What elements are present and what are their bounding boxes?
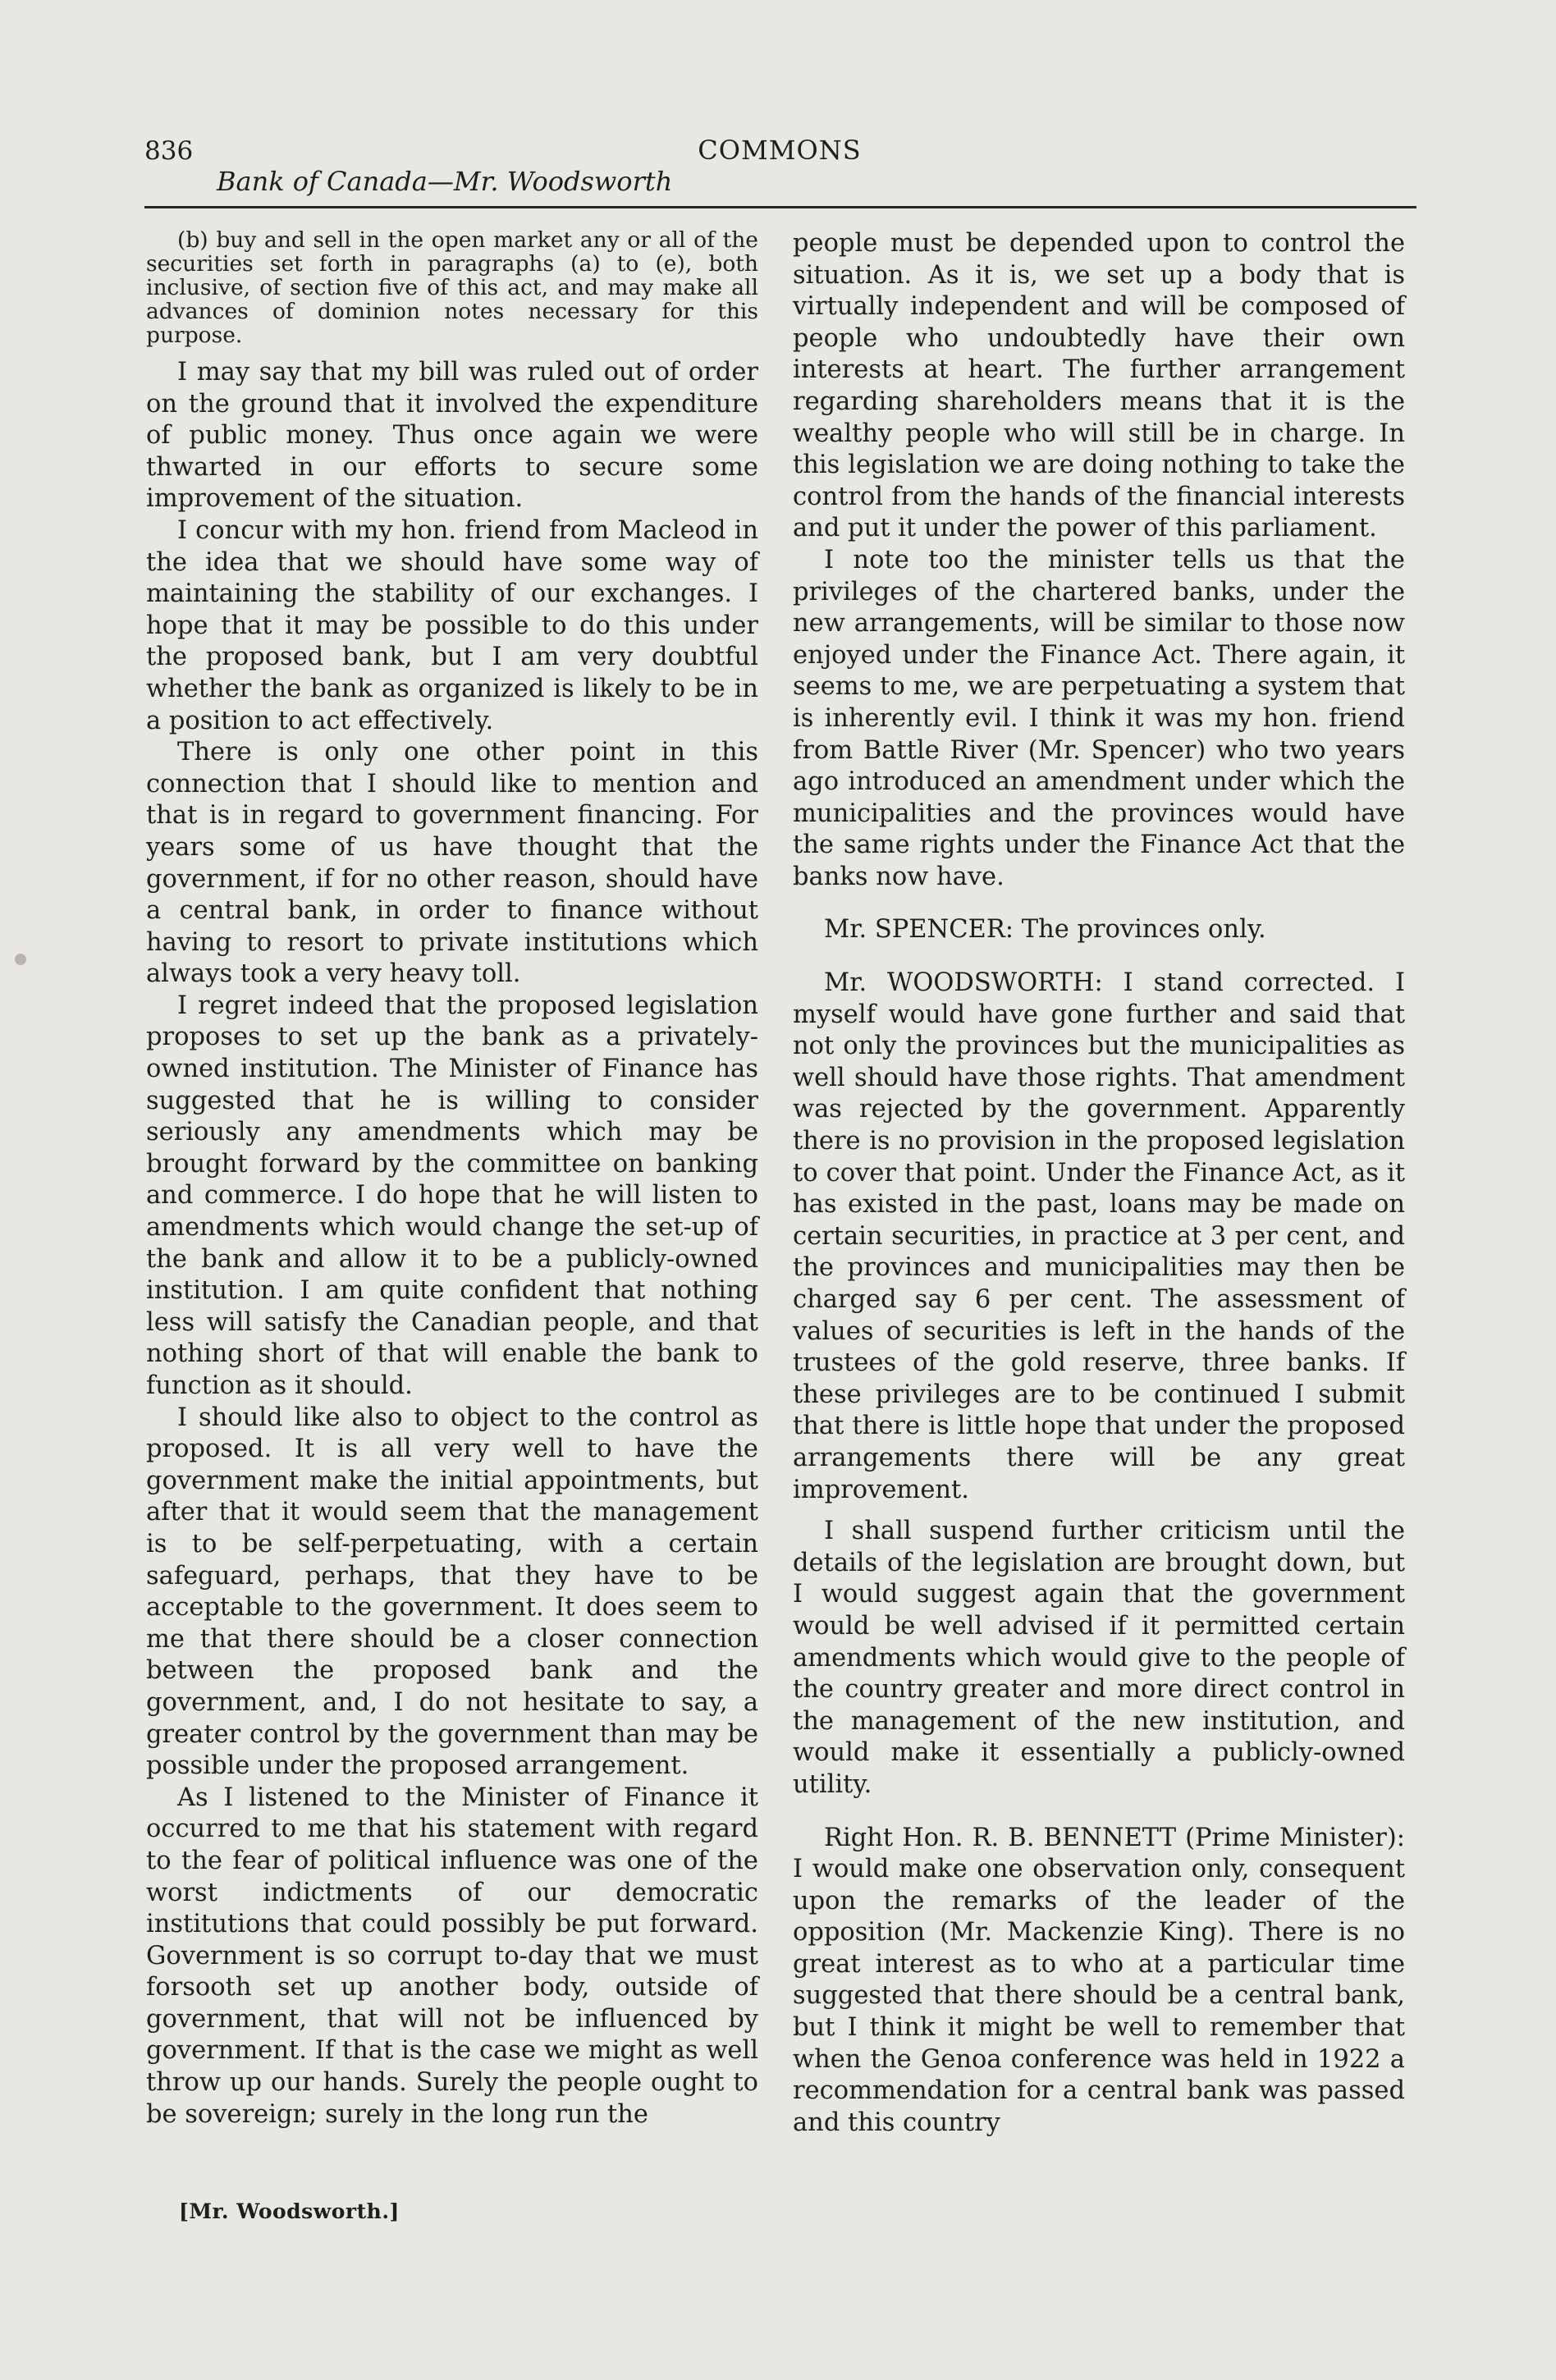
paragraph-continued: people must be depended upon to control the situation. As it is, we set up a body that is virtually independent and will be composed of people who undoubtedly have their own interests at heart. The further arrangement regarding shareholders means that it is the wealthy people who will still be in charge. In this legislation we are doing nothing to take the control from the hands of the financial interests and put it under the power of this parliament. [793,229,1405,543]
paragraph: I should like also to object to the control as proposed. It is all very well to have the government make the initial appointments, but after that it would seem that the management is to be self-perpetuating, with a certain safeguard, perhaps, that they have to be acceptable to the government. It does seem to me that there should be a closer connection between the proposed bank and the government, and, I do not hesitate to say, a greater control by the government than may be possible under the proposed arrangement. [146,1403,758,1781]
speaker-spencer: Mr. SPENCER: The provinces only. [824,915,1266,945]
paragraph: I shall suspend further criticism until the details of the legislation are brought down, but I would suggest again that the government would be well advised if it permitted certain amendments which would give to the people of the country greater and more direct control in the management of the new institution, and would make it essentially a publicly-owned utility. [793,1517,1405,1799]
paragraph: As I listened to the Minister of Finance it occurred to me that his statement with regard to the fear of political influence was one of the worst indictments of our democratic institutions that could possibly be put forward. Government is so corrupt to-day that we must forsooth set up another body, outside of government, that will not be influenced by government. If that is the case we might as well throw up our hands. Surely the people ought to be sovereign; surely in the long run the [146,1783,758,2129]
page-header [144,131,1415,205]
left-column [146,228,758,2131]
paragraph: I regret indeed that the proposed legislation proposes to set up the bank as a privately-owned institution. The Minister of Finance has suggested that he is willing to consider seriously any amendments which may be brought forward by the committee on banking and commerce. I do hope that he will listen to amendments which would change the set-up of the bank and allow it to be a publicly-owned institution. I am quite confident that nothing less will satisfy the Canadian people, and that nothing short of that will enable the bank to function as it should. [146,991,758,1400]
speaker-bennett: Right Hon. R. B. BENNETT (Prime Minister): I would make one observation only, consequent upon the remarks of the leader of the opposition (Mr. Mackenzie King). There is no great interest as to who at a particular time suggested that there should be a central bank, but I think it might be well to remember that when the Genoa conference was held in 1922 a recommendation for a central bank was passed and this country [793,1823,1405,2137]
paragraph: I note too the minister tells us that the privileges of the chartered banks, under the new arrangements, will be similar to those now enjoyed under the Finance Act. There again, it seems to me, we are perpetuating a system that is inherently evil. I think it was my hon. friend from Battle River (Mr. Spencer) who two years ago introduced an amendment under which the municipalities and the provinces would have the same rights under the Finance Act that the banks now have. [793,545,1405,891]
header-rule [144,206,1416,208]
paragraph: I may say that my bill was ruled out of order on the ground that it involved the expenditure of public money. Thus once again we were thwarted in our efforts to secure some improvement of the situation. [146,358,758,514]
right-column [793,228,1405,2139]
running-subtitle: Bank of Canada—Mr. Woodsworth [217,166,673,197]
quoted-clause: (b) buy and sell in the open market any or all of the securities set forth in paragraphs (a) to (e), both inclusive, of section five of this act, and may make all advances of dominion notes necessary for this purpose. [146,227,758,348]
paragraph: I concur with my hon. friend from Macleod in the idea that we should have some way of maintaining the stability of our exchanges. I hope that it may be possible to do this under the proposed bank, but I am very doubtful whether the bank as organized is likely to be in a position to act effectively. [146,515,758,735]
paragraph: There is only one other point in this connection that I should like to mention and that is in regard to government financing. For years some of us have thought that the government, if for no other reason, should have a central bank, in order to finance without having to resort to private institutions which always took a very heavy toll. [146,738,758,989]
journal-title: COMMONS [698,135,862,166]
page-number: 836 [144,136,194,166]
speaker-woodsworth: Mr. WOODSWORTH: I stand corrected. I myself would have gone further and said that not only the provinces but the municipalities as well should have those rights. That amendment was rejected by the government. Apparently there is no provision in the proposed legislation to cover that point. Under the Finance Act, as it has existed in the past, loans may be made on certain securities, in practice at 3 per cent, and the provinces and municipalities may then be charged say 6 per cent. The assessment of values of securities is left in the hands of the trustees of the gold reserve, three banks. If these privileges are to be continued I submit that there is little hope that under the proposed arrangements there will be any great improvement. [793,968,1405,1504]
speaker-footer: [Mr. Woodsworth.] [179,2199,400,2223]
page-smudge [15,954,26,965]
